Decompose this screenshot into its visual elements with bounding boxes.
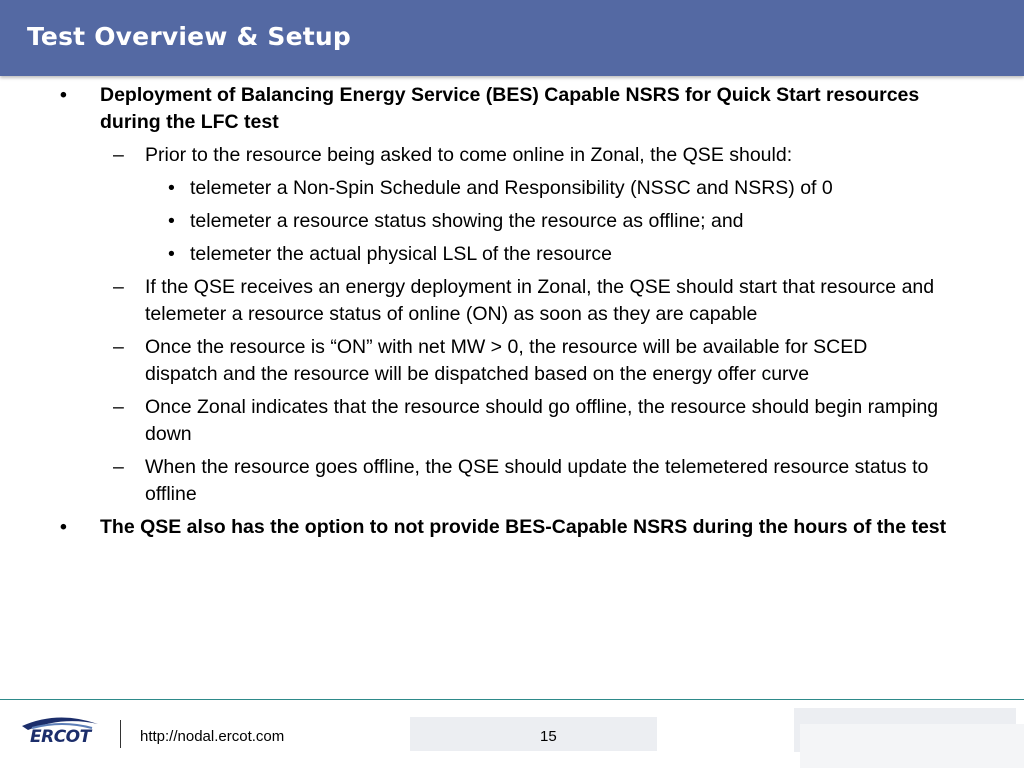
dash-marker-icon: – [113, 336, 124, 358]
bullet-marker-icon: • [168, 177, 175, 199]
sub-sub-item-text: telemeter a resource status showing the resource as offline; and [190, 210, 744, 232]
bullet-marker-icon: • [168, 243, 175, 265]
sub-sub-item [0, 175, 970, 202]
bullet-text: Deployment of Balancing Energy Service (BES) Capable NSRS for Quick Start resources during the LFC test [100, 84, 920, 133]
page-number-box [410, 717, 657, 751]
bullet-item-1 [0, 82, 950, 136]
bullet-item-2 [0, 514, 950, 541]
dash-marker-icon: – [113, 396, 124, 418]
title-bar [0, 0, 1024, 76]
sub-item-text: Once Zonal indicates that the resource should go offline, the resource should begin ramping down [145, 396, 939, 445]
dash-marker-icon: – [113, 276, 124, 298]
footer-divider [0, 699, 1024, 700]
bullet-marker-icon: • [168, 210, 175, 232]
bullet-text: The QSE also has the option to not provide BES-Capable NSRS during the hours of the test [100, 516, 947, 538]
dash-marker-icon: – [113, 144, 124, 166]
footer-panel-shadow [800, 724, 1024, 768]
sub-item-text: When the resource goes offline, the QSE should update the telemetered resource status to offline [145, 456, 929, 505]
sub-item-text: Prior to the resource being asked to come online in Zonal, the QSE should: [145, 144, 793, 166]
sub-item [0, 142, 940, 169]
sub-item [0, 394, 940, 448]
sub-sub-item-text: telemeter the actual physical LSL of the resource [190, 243, 613, 265]
footer-separator [120, 720, 121, 748]
page-number: 15 [540, 728, 557, 745]
dash-marker-icon: – [113, 456, 124, 478]
sub-item [0, 334, 940, 388]
slide-title: Test Overview & Setup [27, 22, 351, 51]
footer-url-link[interactable]: http://nodal.ercot.com [140, 728, 285, 745]
logo-text: ERCOT [30, 727, 91, 747]
sub-item [0, 274, 940, 328]
bullet-marker-icon: • [60, 516, 67, 538]
sub-sub-item [0, 241, 970, 268]
sub-item-text: If the QSE receives an energy deployment in Zonal, the QSE should start that resource and telemeter a resource status of online (ON) as soon as they are capable [145, 276, 935, 325]
sub-item [0, 454, 940, 508]
sub-item-text: Once the resource is “ON” with net MW > 0, the resource will be available for SCED dispatch and the resource will be dispatched based on the energy offer curve [145, 336, 868, 385]
slide-content [0, 82, 1024, 547]
bullet-marker-icon: • [60, 84, 67, 106]
sub-sub-item [0, 208, 970, 235]
sub-sub-item-text: telemeter a Non-Spin Schedule and Responsibility (NSSC and NSRS) of 0 [190, 177, 833, 199]
